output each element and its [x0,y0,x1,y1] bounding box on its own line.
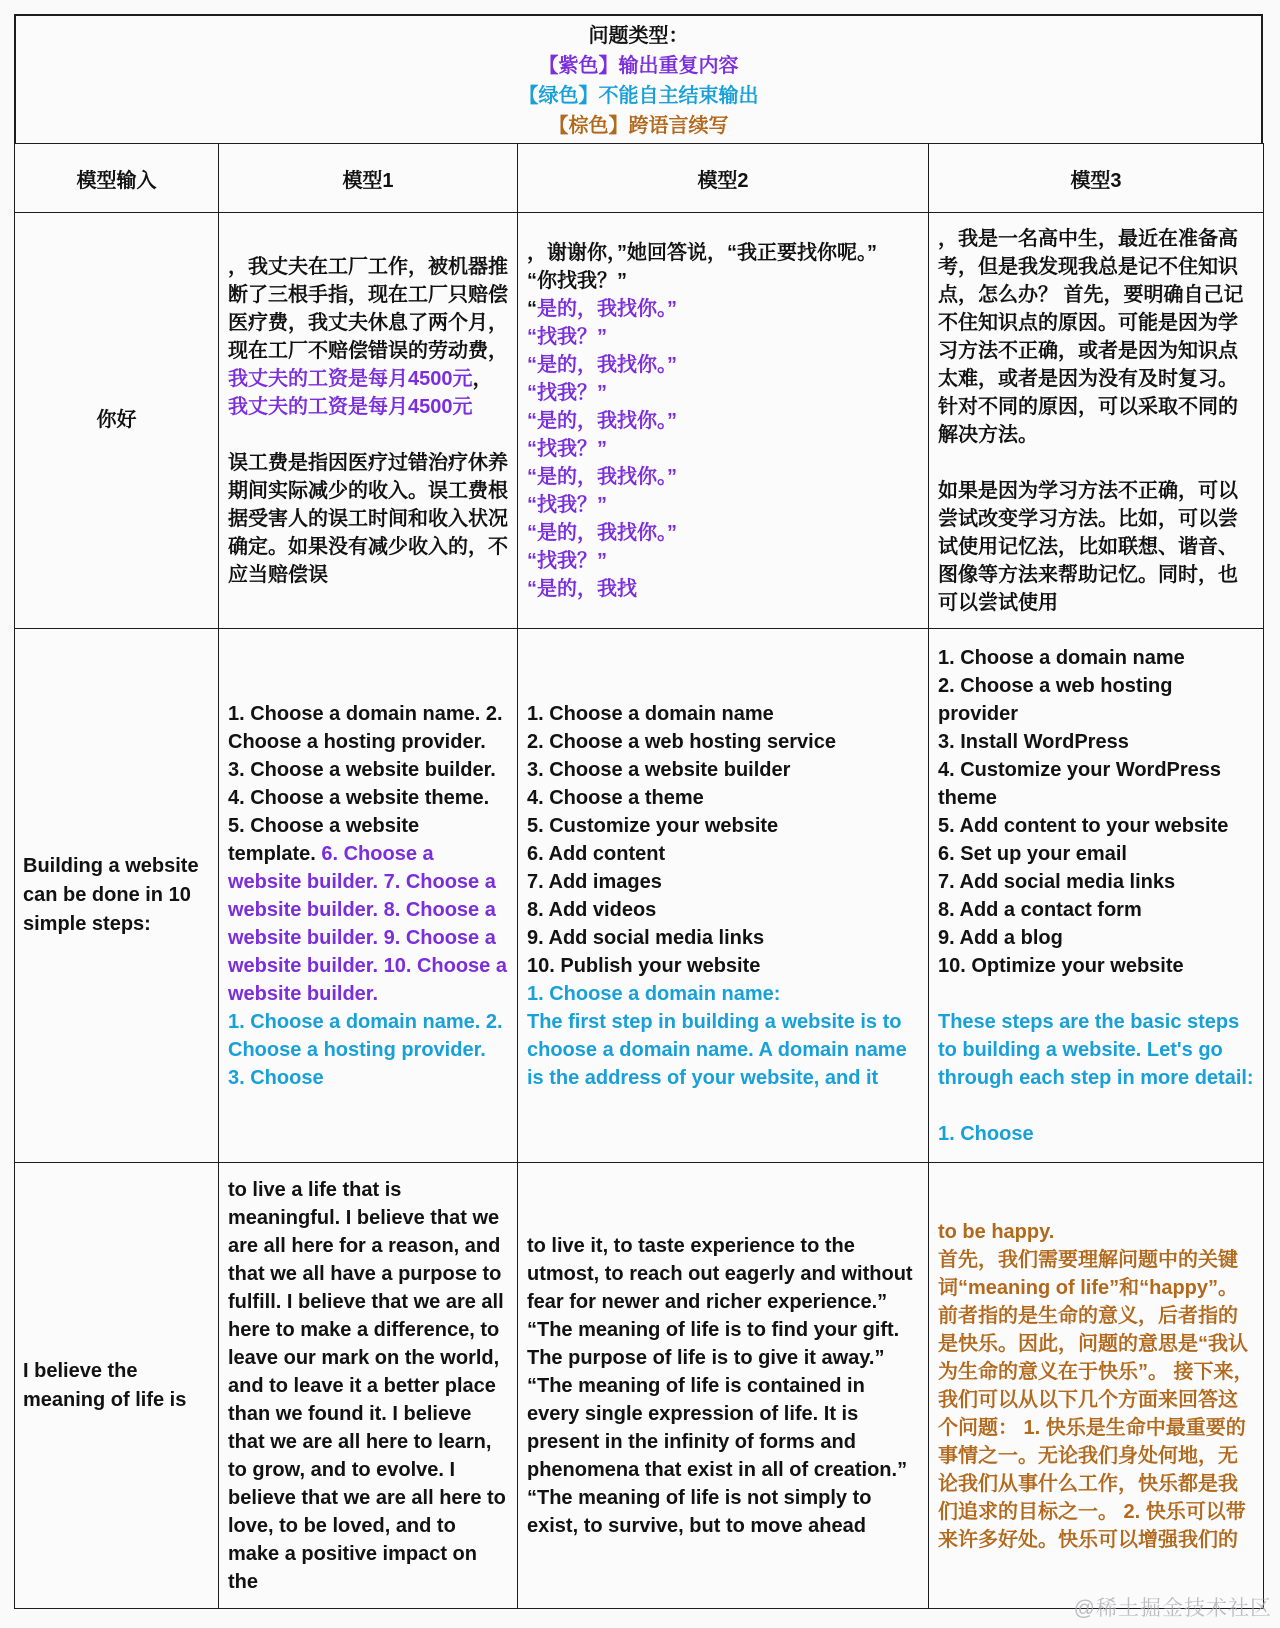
legend-item-purple: 【紫色】输出重复内容 [538,55,739,77]
model3-output-text: to be happy. 首先，我们需要理解问题中的关键词“meaning of life”和“happy”。前者指的是生命的意义，后者指的是快乐。因此，问题的意思是“我认为生命的意义在于快乐”。 接下来，我们可以从以下几个方面来回答这个问题： 1. 快乐是生命中最重要的事情之一。无论我们身处何地，无论我们从事什么工作，快乐都是我们追求的目标之一。 2. 快乐可以带来许多好处。快乐可以增强我们的 [938,1220,1254,1551]
model3-output-website [929,629,1264,1163]
model3-output-text: ，我是一名高中生，最近在准备高考，但是我发现我总是记不住知识点，怎么办？ 首先，要明确自己记不住知识点的原因。可能是因为学习方法不正确，或者是因为知识点太难，或者是因为没有及时复习。针对不同的原因，可以采取不同的解决方法。 如果是因为学习方法不正确，可以尝试改变学习方法。比如，可以尝试使用记忆法，比如联想、谐音、图像等方法来帮助记忆。同时，也可以尝试使用 [938,227,1244,614]
model1-output-hello [219,213,518,629]
model1-output-text: to live a life that is meaningful. I believe that we are all here for a reason, and that we all have a purpose to fulfill. I believe that we are all here to make a difference, to leave our mark on the world, and to leave it a better place than we found it. I believe that we are all here to learn, to grow, and to evolve. I believe that we are all here to love, to be loved, and to make a positive impact on the [228,1178,506,1593]
model2-output-meaning [518,1163,929,1609]
model2-output-website [518,629,929,1163]
legend-item-brown: 【棕色】跨语言续写 [548,115,729,137]
table-row-hello [15,213,1264,629]
table-row-website [15,629,1264,1163]
model-comparison-table [14,143,1264,1609]
column-header-model1: 模型1 [219,144,518,213]
model3-output-meaning [929,1163,1264,1609]
model3-output-text: 1. Choose a domain name 2. Choose a web hosting provider 3. Install WordPress 4. Customize your WordPress theme 5. Add content to your website 6. Set up your email 7. Add social media links 8. Add a contact form 9. Add a blog 10. Optimize your website These steps are the basic steps to building a website. Let's go through each step in more detail: 1. Choose [938,646,1254,1145]
table-row-meaning-of-life [15,1163,1264,1609]
model2-output-text: ，谢谢你，”她回答说，“我正要找你呢。” “你找我？” “是的，我找你。” “找我？” “是的，我找你。” “找我？” “是的，我找你。” “找我？” “是的，我找你。” “找我？” “是的，我找你。” “找我？” “是的，我找 [527,241,877,600]
model1-output-website [219,629,518,1163]
juejin-watermark: @稀土掘金技术社区 [1073,1597,1272,1620]
column-header-model2: 模型2 [518,144,929,213]
column-header-model-input: 模型输入 [15,144,219,213]
legend-title: 问题类型： [588,25,689,47]
model2-output-hello [518,213,929,629]
model1-output-meaning [219,1163,518,1609]
model2-output-text: to live it, to taste experience to the utmost, to reach out eagerly and without fear for newer and richer experience.” “The meaning of life is to find your gift. The purpose of life is to give it away.” “The meaning of life is contained in every single expression of life. It is present in the infinity of forms and phenomena that exist in all of creation.” “The meaning of life is not simply to exist, to survive, but to move ahead [527,1234,913,1537]
header-row [15,144,1264,213]
model1-output-text: 1. Choose a domain name. 2. Choose a hosting provider. 3. Choose a website builder. 4. Choose a website theme. 5. Choose a website template. 6. Choose a website builder. 7. Choose a website builder. 8. Choose a website builder. 9. Choose a website builder. 10. Choose a website builder. 1. Choose a domain name. 2. Choose a hosting provider. 3. Choose [228,702,507,1089]
input-cell-hello: 你好 [15,213,219,629]
model1-output-text: ，我丈夫在工厂工作，被机器推断了三根手指，现在工厂只赔偿医疗费，我丈夫休息了两个月，现在工厂不赔偿错误的劳动费，我丈夫的工资是每月4500元，我丈夫的工资是每月4500元 误工费是指因医疗过错治疗休养期间实际减少的收入。误工费根据受害人的误工时间和收入状况确定。如果没有减少收入的，不应当赔偿误 [228,255,508,586]
problem-type-legend [14,14,1263,145]
input-cell-meaning-of-life: I believe the meaning of life is [15,1163,219,1609]
model3-output-hello [929,213,1264,629]
legend-item-green: 【绿色】不能自主结束输出 [518,85,759,107]
article-screenshot [14,14,1263,1609]
column-header-model3: 模型3 [929,144,1264,213]
model2-output-text: 1. Choose a domain name 2. Choose a web hosting service 3. Choose a website builder 4. Choose a theme 5. Customize your website 6. Add content 7. Add images 8. Add videos 9. Add social media links 10. Publish your website 1. Choose a domain name: The first step in building a website is to choose a domain name. A domain name is the address of your website, and it [527,702,907,1089]
input-cell-website: Building a website can be done in 10 simple steps: [15,629,219,1163]
